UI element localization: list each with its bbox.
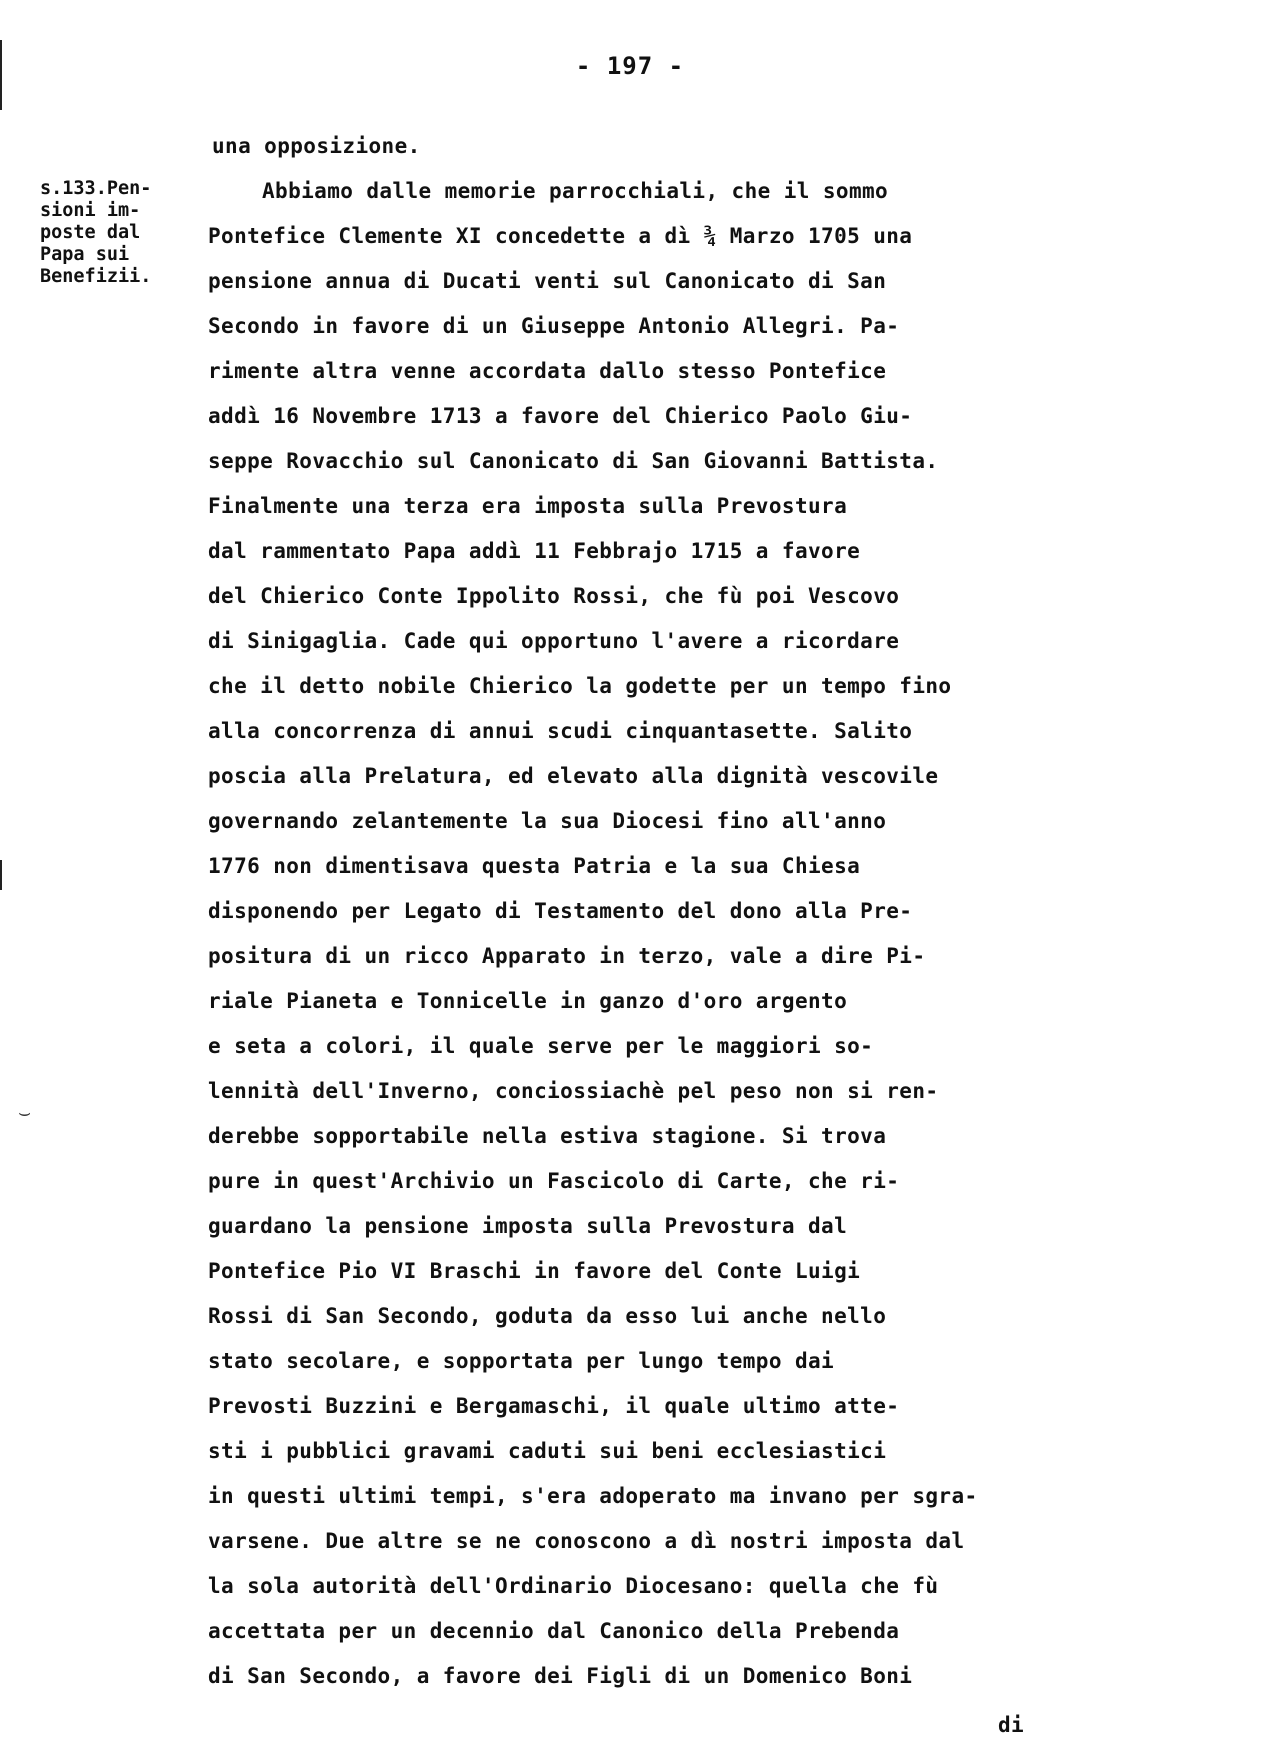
- margin-note: s.133.Pen- sioni im- poste dal Papa sui Benefizii.: [40, 178, 152, 287]
- catchword: di: [998, 1713, 1025, 1737]
- text-line: stato secolare, e sopportata per lungo tempo dai: [208, 1349, 835, 1373]
- text-line: varsene. Due altre se ne conoscono a dì nostri imposta dal: [208, 1529, 965, 1553]
- text-line: di Sinigaglia. Cade qui opportuno l'avere a ricordare: [208, 629, 900, 653]
- text-line: lennità dell'Inverno, conciossiachè pel peso non si ren-: [208, 1079, 939, 1103]
- text-line: alla concorrenza di annui scudi cinquantasette. Salito: [208, 719, 913, 743]
- text-line: 1776 non dimentisava questa Patria e la sua Chiesa: [208, 854, 861, 878]
- text-line: poscia alla Prelatura, ed elevato alla dignità vescovile: [208, 764, 939, 788]
- text-line: Prevosti Buzzini e Bergamaschi, il quale ultimo atte-: [208, 1394, 900, 1418]
- text-line: sti i pubblici gravami caduti sui beni ecclesiastici: [208, 1439, 887, 1463]
- text-line: accettata per un decennio dal Canonico della Prebenda: [208, 1619, 900, 1643]
- text-line: addì 16 Novembre 1713 a favore del Chierico Paolo Giu-: [208, 404, 913, 428]
- page-edge-mark: [0, 860, 2, 890]
- text-line: dal rammentato Papa addì 11 Febbrajo 1715 a favore: [208, 539, 861, 563]
- text-line: la sola autorità dell'Ordinario Diocesano: quella che fù: [208, 1574, 939, 1598]
- text-line: pure in quest'Archivio un Fascicolo di Carte, che ri-: [208, 1169, 900, 1193]
- text-line: Abbiamo dalle memorie parrocchiali, che il sommo: [262, 179, 889, 203]
- page-number: - 197 -: [575, 52, 685, 80]
- text-line: Pontefice Pio VI Braschi in favore del Conte Luigi: [208, 1259, 861, 1283]
- text-line: e seta a colori, il quale serve per le maggiori so-: [208, 1034, 874, 1058]
- text-line: derebbe sopportabile nella estiva stagione. Si trova: [208, 1124, 887, 1148]
- page-edge-mark: [0, 40, 2, 110]
- text-line: Finalmente una terza era imposta sulla Prevostura: [208, 494, 848, 518]
- text-line: seppe Rovacchio sul Canonicato di San Giovanni Battista.: [208, 449, 939, 473]
- text-line: positura di un ricco Apparato in terzo, vale a dire Pi-: [208, 944, 926, 968]
- text-line: che il detto nobile Chierico la godette per un tempo fino: [208, 674, 952, 698]
- text-line: del Chierico Conte Ippolito Rossi, che fù poi Vescovo: [208, 584, 900, 608]
- text-line: Rossi di San Secondo, goduta da esso lui anche nello: [208, 1304, 887, 1328]
- text-line: disponendo per Legato di Testamento del dono alla Pre-: [208, 899, 913, 923]
- text-line: Secondo in favore di un Giuseppe Antonio Allegri. Pa-: [208, 314, 900, 338]
- text-line: Pontefice Clemente XI concedette a dì ¾ Marzo 1705 una: [208, 224, 913, 248]
- text-line: di San Secondo, a favore dei Figli di un Domenico Boni: [208, 1664, 913, 1688]
- text-line: governando zelantemente la sua Diocesi fino all'anno: [208, 809, 887, 833]
- text-line: riale Pianeta e Tonnicelle in ganzo d'oro argento: [208, 989, 848, 1013]
- text-line: guardano la pensione imposta sulla Prevostura dal: [208, 1214, 848, 1238]
- text-line: pensione annua di Ducati venti sul Canonicato di San: [208, 269, 887, 293]
- text-line: in questi ultimi tempi, s'era adoperato ma invano per sgra-: [208, 1484, 978, 1508]
- text-line: rimente altra venne accordata dallo stesso Pontefice: [208, 359, 887, 383]
- text-line: una opposizione.: [212, 134, 421, 158]
- stray-scan-mark: ⌣: [18, 1100, 32, 1124]
- body-text: [208, 124, 1248, 1748]
